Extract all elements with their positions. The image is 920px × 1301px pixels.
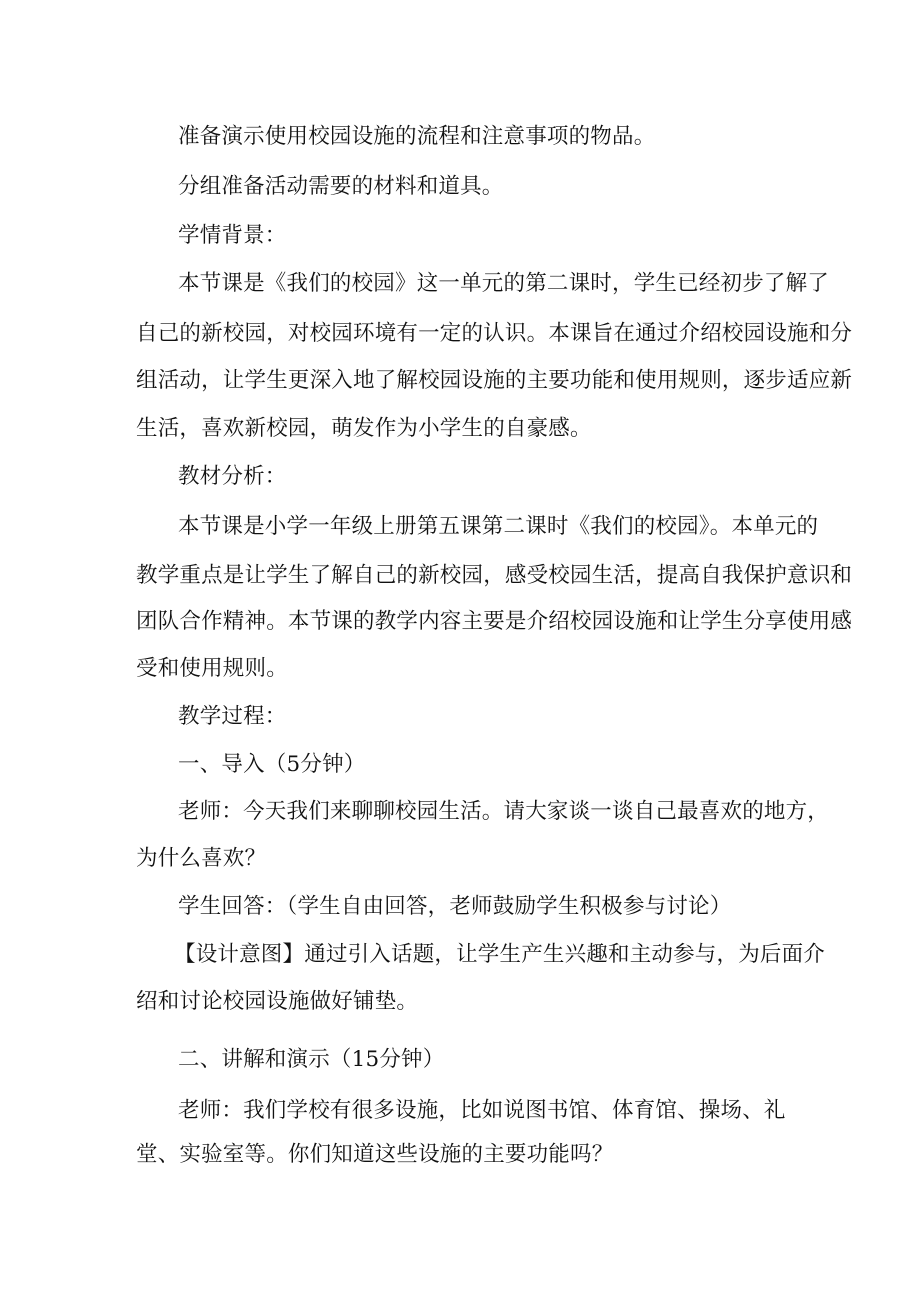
teacher-facilities-line-2: 堂、实验室等。你们知道这些设施的主要功能吗？ — [136, 1142, 614, 1167]
teacher-question-line-1: 老师：今天我们来聊聊校园生活。请大家谈一谈自己最喜欢的地方， — [178, 799, 830, 824]
background-line-2: 自己的新校园，对校园环境有一定的认识。本课旨在通过介绍校园设施和分 — [136, 321, 853, 346]
background-line-1: 本节课是《我们的校园》这一单元的第二课时，学生已经初步了解了 — [178, 271, 830, 296]
paragraph-prepare-demo: 准备演示使用校园设施的流程和注意事项的物品。 — [178, 124, 656, 149]
analysis-line-4: 受和使用规则。 — [136, 656, 288, 681]
design-intent-line-1: 【设计意图】通过引入话题，让学生产生兴趣和主动参与，为后面介 — [174, 942, 826, 967]
section-demo-heading: 二、讲解和演示（15分钟） — [178, 1047, 445, 1072]
background-line-4: 生活，喜欢新校园，萌发作为小学生的自豪感。 — [136, 416, 592, 441]
paragraph-prepare-materials: 分组准备活动需要的材料和道具。 — [178, 174, 504, 199]
background-line-3: 组活动，让学生更深入地了解校园设施的主要功能和使用规则，逐步适应新 — [136, 368, 853, 393]
section-intro-heading: 一、导入（5分钟） — [178, 752, 366, 777]
teacher-facilities-line-1: 老师：我们学校有很多设施，比如说图书馆、体育馆、操场、礼 — [178, 1098, 786, 1123]
design-intent-line-2: 绍和讨论校园设施做好铺垫。 — [136, 989, 419, 1014]
student-answer: 学生回答：（学生自由回答，老师鼓励学生积极参与讨论） — [178, 894, 732, 919]
analysis-line-3: 团队合作精神。本节课的教学内容主要是介绍校园设施和让学生分享使用感 — [136, 609, 853, 634]
analysis-line-1: 本节课是小学一年级上册第五课第二课时《我们的校园》。本单元的 — [178, 514, 819, 539]
heading-teaching-process: 教学过程： — [178, 704, 287, 729]
heading-learning-background: 学情背景： — [178, 223, 287, 248]
heading-material-analysis: 教材分析： — [178, 464, 287, 489]
analysis-line-2: 教学重点是让学生了解自己的新校园，感受校园生活，提高自我保护意识和 — [136, 563, 853, 588]
teacher-question-line-2: 为什么喜欢？ — [136, 846, 267, 871]
